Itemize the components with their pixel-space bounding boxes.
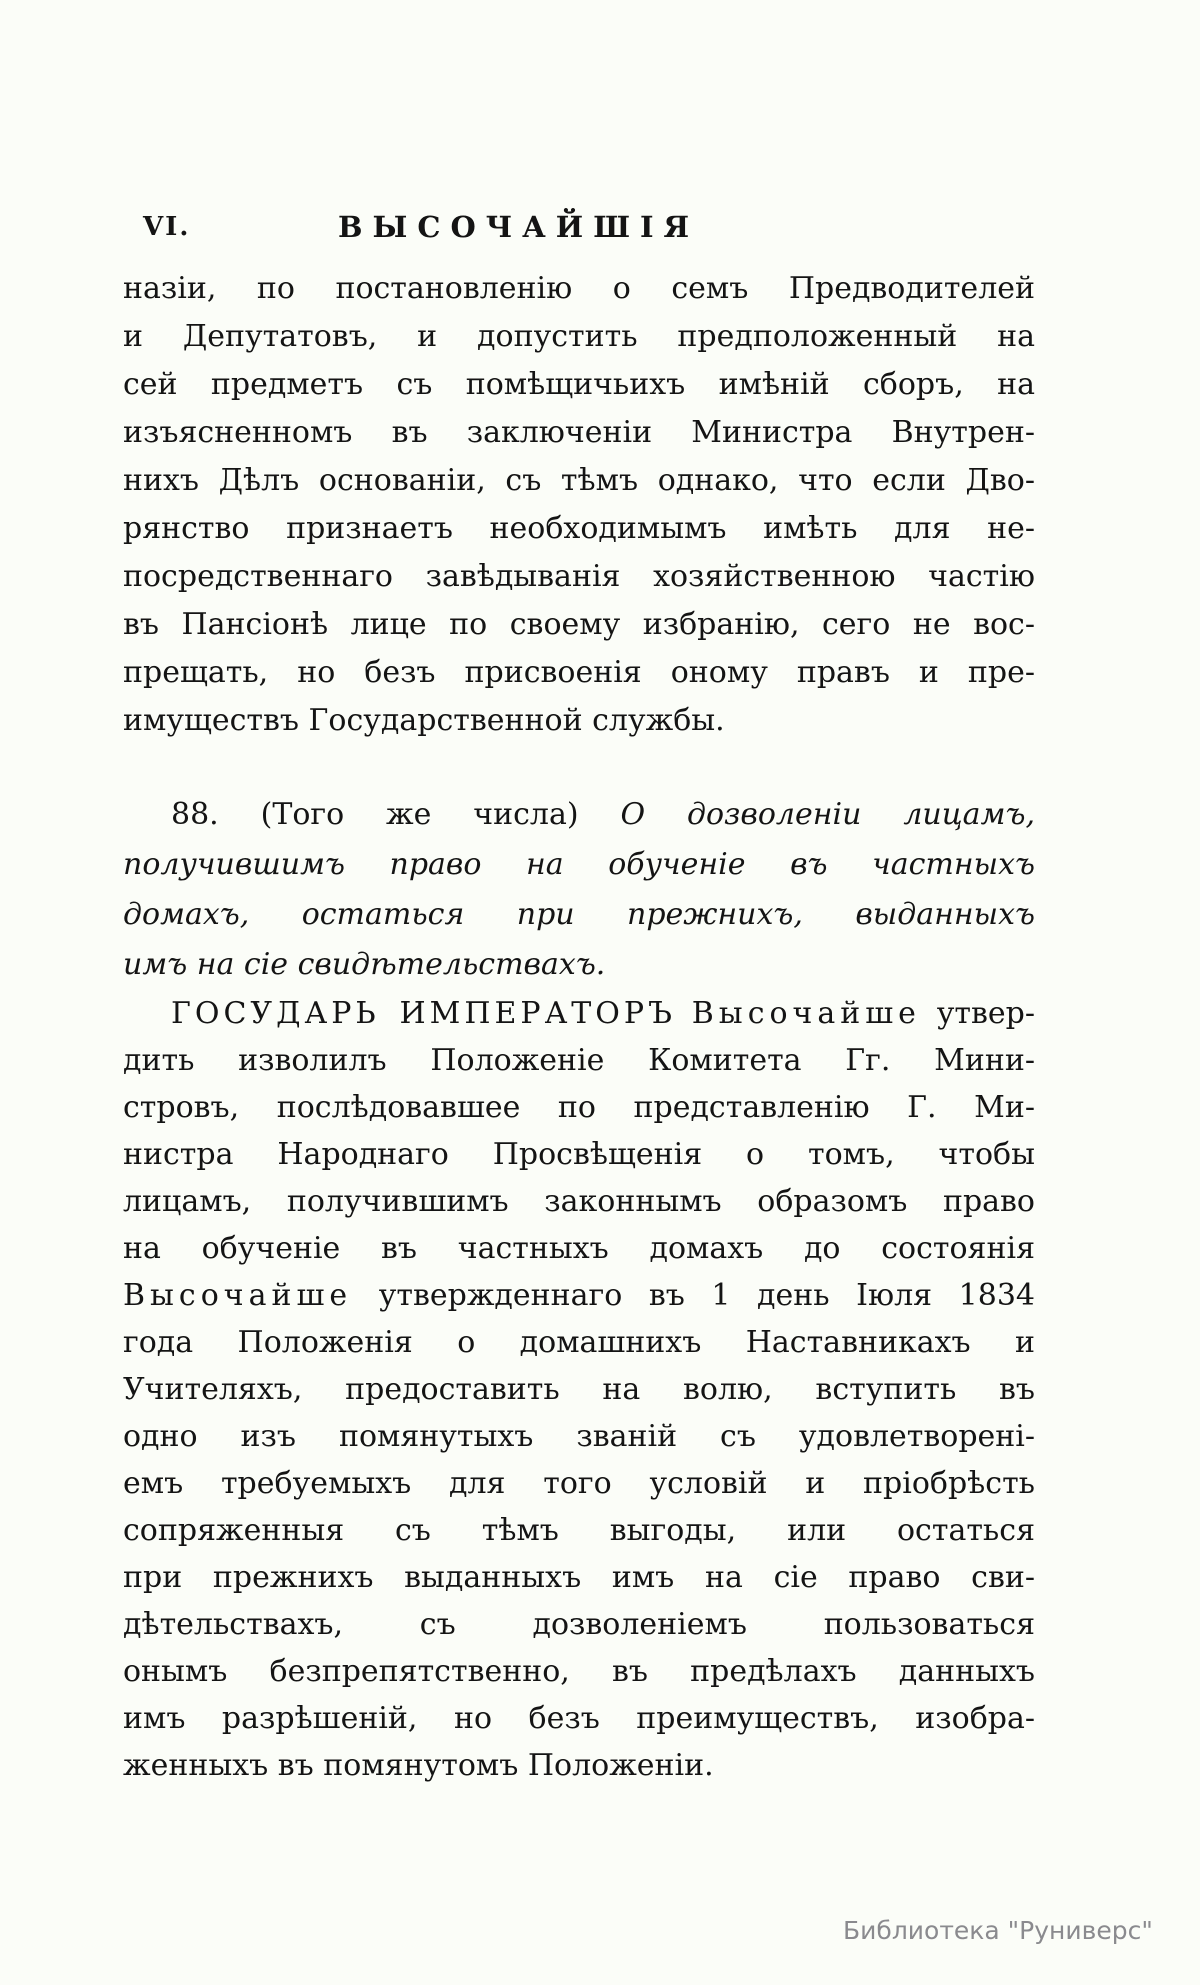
text-line (123, 1272, 1035, 1319)
section-title-part: О дозволеніи лицамъ, (620, 797, 1035, 832)
section-heading-line: имъ на сіе свидѣтельствахъ. (123, 947, 606, 982)
text-line: и Депутатовъ, и допустить предположенный на (123, 319, 1035, 354)
line-rest: утвержденнаго въ 1 день Іюля 1834 (378, 1278, 1035, 1313)
section-number: 88. (171, 797, 219, 832)
text-line: на обученіе въ частныхъ домахъ до состоянія (123, 1231, 1035, 1266)
text-line: емъ требуемыхъ для того условій и пріобрѣсть (123, 1466, 1035, 1501)
text-line: изъясненномъ въ заключеніи Министра Внутрен- (123, 415, 1035, 450)
text-line: лицамъ, получившимъ законнымъ образомъ право (123, 1184, 1035, 1219)
section-heading-line: домахъ, остаться при прежнихъ, выданныхъ (123, 897, 1035, 932)
text-line: онымъ безпрепятственно, въ предѣлахъ данныхъ (123, 1654, 1035, 1689)
page-number: VI. (143, 212, 191, 242)
text-line: года Положенія о домашнихъ Наставникахъ и (123, 1325, 1035, 1360)
text-line (123, 990, 1035, 1037)
text-line: сей предметъ съ помѣщичьихъ имѣній сборъ, на (123, 367, 1035, 402)
text-line: при прежнихъ выданныхъ имъ на сіе право сви- (123, 1560, 1035, 1595)
text-line: нихъ Дѣлъ основаніи, съ тѣмъ однако, что если Дво- (123, 463, 1035, 498)
section-heading-line (123, 790, 1035, 840)
text-line: одно изъ помянутыхъ званій съ удовлетворені- (123, 1419, 1035, 1454)
text-line: дѣтельствахъ, съ дозволеніемъ пользоваться (123, 1607, 1035, 1642)
text-line: стровъ, послѣдовавшее по представленію Г. Ми- (123, 1090, 1035, 1125)
paragraph-continuation (123, 265, 1035, 745)
text-line: имъ разрѣшеній, но безъ преимуществъ, изобра- (123, 1701, 1035, 1736)
emperor-caps: ГОСУДАРЬ ИМПЕРАТОРЪ (171, 996, 676, 1031)
text-line: женныхъ въ помянутомъ Положеніи. (123, 1748, 714, 1783)
running-title: ВЫСОЧАЙШІЯ (338, 210, 700, 244)
text-line: нистра Народнаго Просвѣщенія о томъ, чтобы (123, 1137, 1035, 1172)
text-line: имуществъ Государственной службы. (123, 703, 725, 738)
text-line: сопряженныя съ тѣмъ выгоды, или остаться (123, 1513, 1035, 1548)
line-rest: утвер- (936, 996, 1035, 1031)
text-line: посредственнаго завѣдыванія хозяйственною частію (123, 559, 1035, 594)
text-line: въ Пансіонѣ лице по своему избранію, сего не вос- (123, 607, 1035, 642)
section-88-body (123, 990, 1035, 1789)
spaced-word: Высочайше (123, 1278, 353, 1313)
text-line: Учителяхъ, предоставить на волю, вступить въ (123, 1372, 1035, 1407)
text-line: назіи, по постановленію о семъ Предводителей (123, 271, 1035, 306)
spaced-word: Высочайше (691, 996, 921, 1031)
section-heading-line: получившимъ право на обученіе въ частныхъ (123, 847, 1035, 882)
text-line: рянство признаетъ необходимымъ имѣть для не- (123, 511, 1035, 546)
library-watermark: Библиотека "Руниверс" (843, 1916, 1153, 1945)
text-line: дить изволилъ Положеніе Комитета Гг. Мини- (123, 1043, 1035, 1078)
section-88-heading (123, 790, 1035, 990)
section-date-note: (Того же числа) (260, 797, 579, 832)
text-line: прещать, но безъ присвоенія оному правъ и пре- (123, 655, 1035, 690)
page-header (0, 210, 1200, 256)
